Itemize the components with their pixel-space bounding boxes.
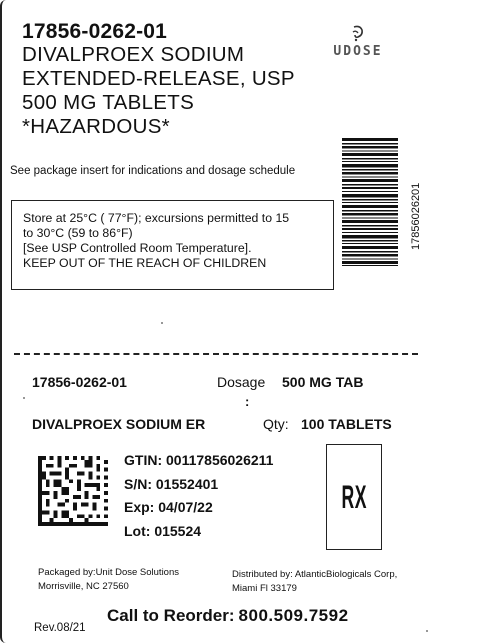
drug-name-line: EXTENDED-RELEASE, USP	[22, 67, 295, 90]
drug-name-block	[22, 43, 295, 139]
barcode-number	[396, 152, 422, 252]
packager-line: Packaged by:Unit Dose Solutions	[38, 567, 179, 578]
print-speck	[161, 322, 163, 324]
packager-info	[38, 566, 179, 594]
storage-line: [See USP Controlled Room Temperature].	[23, 241, 252, 255]
barcode-digits: 17856026201	[410, 182, 422, 250]
logo-wordmark: UDOSE	[333, 44, 383, 59]
dosage-value: 500 MG TAB	[282, 374, 364, 390]
linear-barcode	[342, 138, 398, 266]
colon-mark: :	[245, 394, 250, 409]
storage-line: Store at 25°C ( 77°F); excursions permitted to 15	[23, 211, 290, 225]
drug-name-short: DIVALPROEX SODIUM ER	[32, 416, 206, 432]
reorder-phone: 800.509.7592	[238, 606, 349, 625]
serial-number: S/N: 01552401	[124, 475, 219, 492]
quantity-label: Qty:	[263, 416, 289, 432]
ndc-number: 17856-0262-01	[22, 20, 168, 43]
label-left-edge	[0, 0, 6, 643]
hazard-line: *HAZARDOUS*	[22, 115, 170, 138]
reorder-line	[107, 606, 349, 626]
distributor-info	[232, 568, 397, 596]
packager-line: Morrisville, NC 27560	[38, 581, 129, 592]
lot-number: Lot: 015524	[124, 522, 202, 539]
storage-line: to 30°C (59 to 86°F)	[23, 226, 133, 240]
gtin-code: GTIN: 00117856026211	[124, 452, 274, 468]
package-insert-note: See package insert for indications and dosage schedule	[10, 165, 296, 177]
ndc-number-bottom: 17856-0262-01	[32, 374, 127, 390]
drug-name-line: DIVALPROEX SODIUM	[22, 43, 245, 66]
logo-swirl-icon	[350, 24, 366, 44]
print-speck	[426, 630, 428, 632]
expiry-date: Exp: 04/07/22	[124, 499, 213, 515]
dosage-label: Dosage	[217, 374, 266, 390]
udose-logo	[318, 24, 398, 68]
revision-code: Rev.08/21	[34, 622, 86, 634]
reorder-label: Call to Reorder:	[107, 606, 235, 625]
distributor-line: Miami Fl 33179	[232, 583, 297, 594]
quantity-value: 100 TABLETS	[301, 416, 392, 432]
product-codes	[124, 452, 273, 546]
rx-symbol: RX	[341, 478, 367, 515]
storage-warning-box	[11, 200, 334, 290]
perforation-line	[14, 353, 418, 355]
datamatrix-code	[38, 455, 108, 527]
children-warning: KEEP OUT OF THE REACH OF CHILDREN	[23, 256, 267, 270]
rx-badge	[326, 444, 382, 550]
drug-strength-line: 500 MG TABLETS	[22, 91, 195, 114]
distributor-line: Distributed by: AtlanticBiologicals Corp,	[232, 569, 398, 580]
print-speck	[23, 397, 25, 399]
